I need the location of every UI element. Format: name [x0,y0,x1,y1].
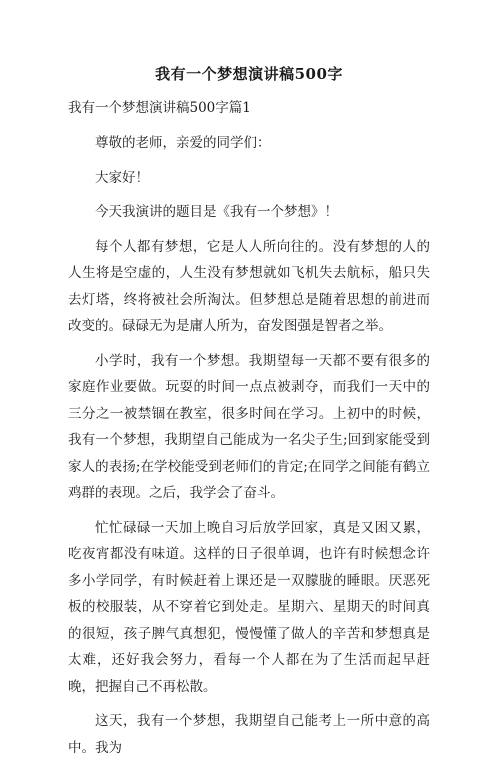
paragraph-body: 每个人都有梦想，它是人人所向往的。没有梦想的人的人生将是空虚的，人生没有梦想就如飞机失去航标，船只失去灯塔，终将被社会所淘汰。但梦想总是随着思想的前进而改变的。碌碌无为是庸人所为，奋发图强是智者之举。 [68,238,430,334]
document-subtitle: 我有一个梦想演讲稿500字篇1 [68,100,251,116]
paragraph-salutation: 尊敬的老师，亲爱的同学们： [95,135,271,151]
paragraph-body: 忙忙碌碌一天加上晚自习后放学回家，真是又困又累，吃夜宵都没有味道。这样的日子很单调，也许有时候想念许多小学同学，有时候赶着上课还是一双朦胧的睡眼。厌恶死板的校服装，从不穿着它到处走。星期六、星期天的时间真的很短，孩子脾气真想犯，慢慢懂了做人的辛苦和梦想真是太难，还好我会努力，看每一个人都在为了生活而起早赶晚，把握自己不再松散。 [68,519,430,695]
document-title: 我有一个梦想演讲稿500字 [155,65,343,83]
paragraph-body: 小学时，我有一个梦想。我期望每一天都不要有很多的家庭作业要做。玩耍的时间一点点被剥夺，而我们一天中的三分之一被禁锢在教室，很多时间在学习。上初中的时候，我有一个梦想，我期望自己能成为一名尖子生;回到家能受到家人的表扬;在学校能受到老师们的肯定;在同学之间能有鹤立鸡群的表现。之后，我学会了奋斗。 [68,352,430,501]
paragraph-greeting: 大家好！ [95,169,149,186]
paragraph-topic: 今天我演讲的题目是《我有一个梦想》！ [95,204,338,220]
paragraph-body: 这天，我有一个梦想，我期望自己能考上一所中意的高中。我为 [68,713,430,756]
